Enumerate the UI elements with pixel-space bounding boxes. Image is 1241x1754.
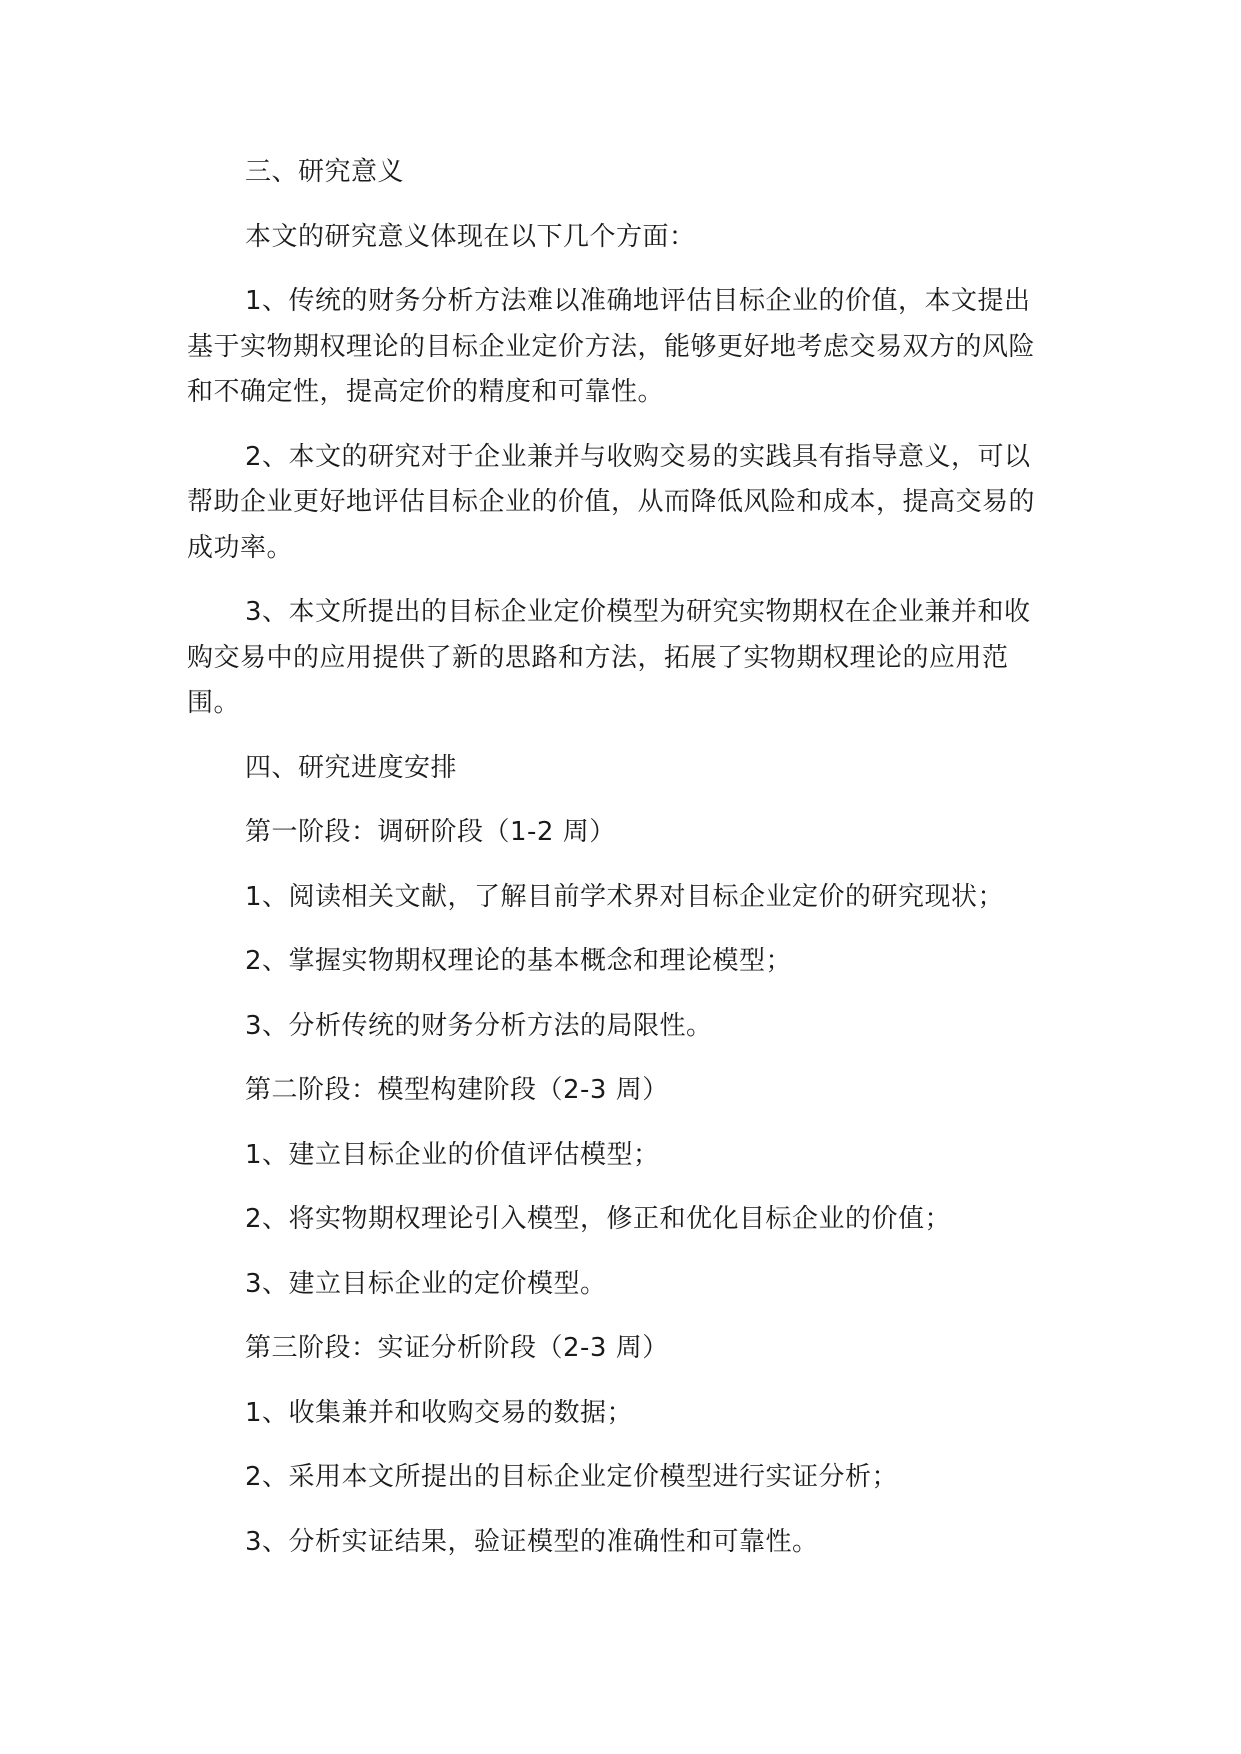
paragraph: 3、本文所提出的目标企业定价模型为研究实物期权在企业兼并和收购交易中的应用提供了新的思路和方法，拓展了实物期权理论的应用范围。 — [187, 597, 1031, 718]
list-item: 3、分析传统的财务分析方法的局限性。 — [245, 1010, 713, 1041]
section-heading: 三、研究意义 — [245, 157, 405, 187]
list-item: 2、将实物期权理论引入模型，修正和优化目标企业的价值； — [245, 1204, 952, 1234]
list-item: 1、阅读相关文献，了解目前学术界对目标企业定价的研究现状； — [245, 881, 1005, 912]
paragraph: 2、本文的研究对于企业兼并与收购交易的实践具有指导意义，可以帮助企业更好地评估目标企业的价值，从而降低风险和成本，提高交易的成功率。 — [187, 441, 1036, 563]
document-body — [187, 150, 1057, 1584]
paragraph: 1、传统的财务分析方法难以准确地评估目标企业的价值，本文提出基于实物期权理论的目标企业定价方法，能够更好地考虑交易双方的风险和不确定性，提高定价的精度和可靠性。 — [187, 286, 1036, 407]
stage-heading: 第二阶段：模型构建阶段（2-3 周） — [245, 1075, 669, 1105]
list-item: 3、分析实证结果，验证模型的准确性和可靠性。 — [245, 1526, 819, 1557]
paragraph: 本文的研究意义体现在以下几个方面： — [245, 221, 696, 252]
list-item: 3、建立目标企业的定价模型。 — [245, 1268, 607, 1299]
list-item: 1、收集兼并和收购交易的数据； — [245, 1397, 634, 1428]
section-heading: 四、研究进度安排 — [245, 752, 458, 783]
list-item: 2、采用本文所提出的目标企业定价模型进行实证分析； — [245, 1462, 899, 1492]
stage-heading: 第一阶段：调研阶段（1-2 周） — [245, 817, 616, 847]
list-item: 1、建立目标企业的价值评估模型； — [245, 1139, 660, 1170]
list-item: 2、掌握实物期权理论的基本概念和理论模型； — [245, 946, 793, 976]
stage-heading: 第三阶段：实证分析阶段（2-3 周） — [245, 1333, 669, 1363]
